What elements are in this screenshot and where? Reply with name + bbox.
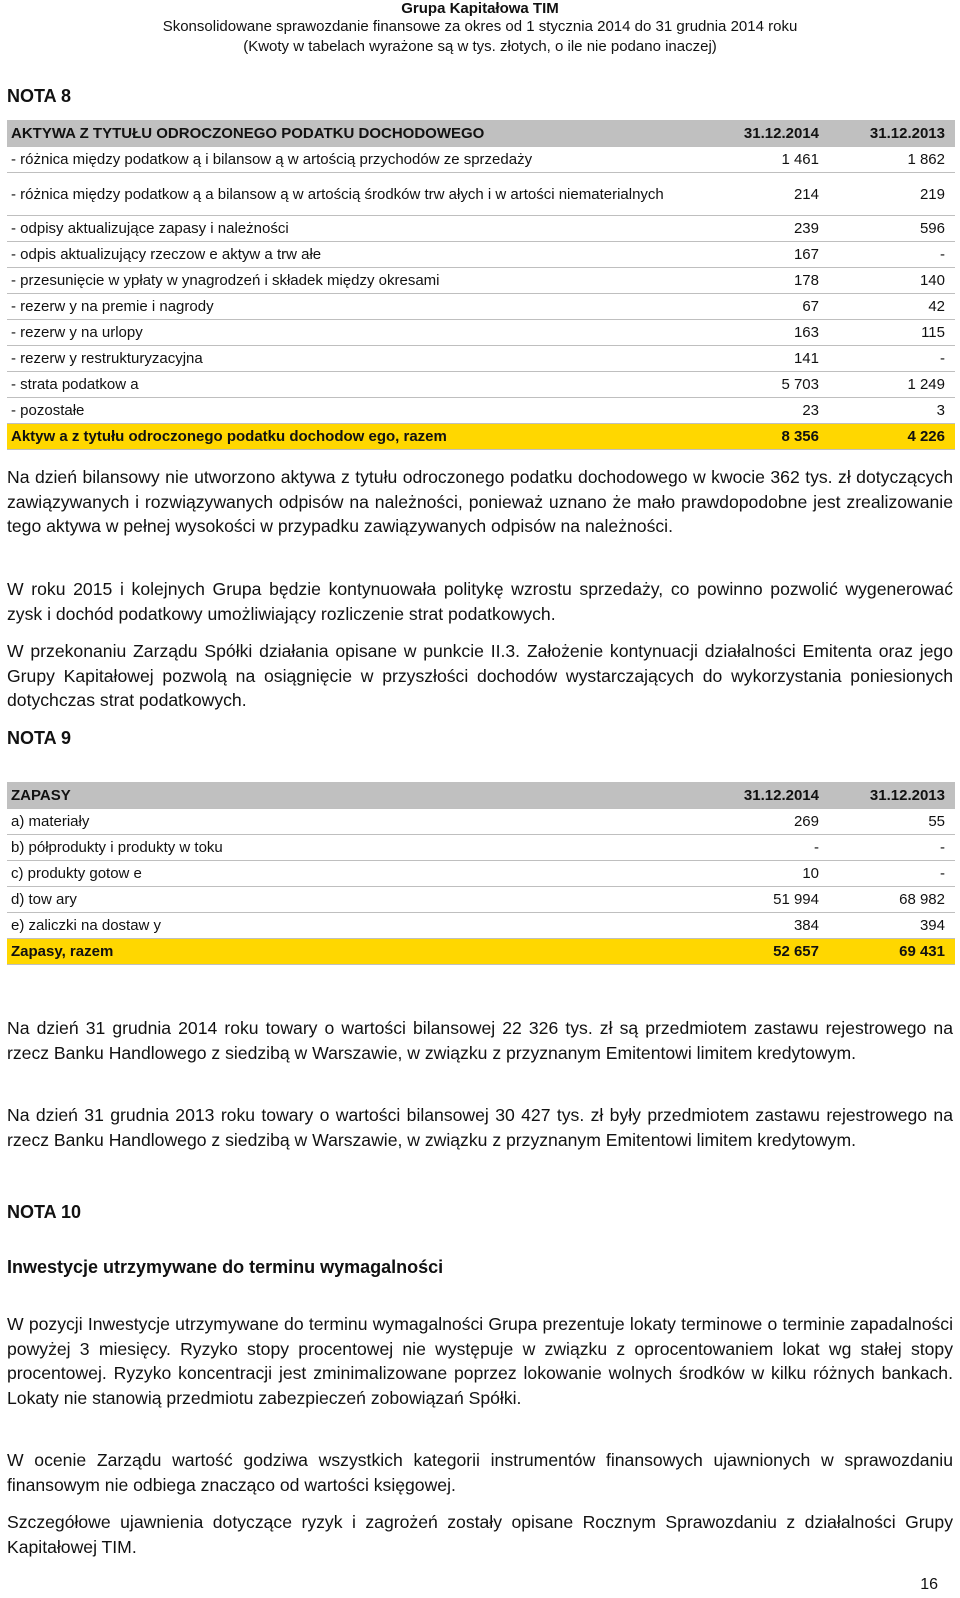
row-value: 140 <box>829 268 955 294</box>
row-value: 214 <box>703 173 829 216</box>
nota10-paragraph: Szczegółowe ujawnienia dotyczące ryzyk i zagrożeń zostały opisane Rocznym Sprawozdaniu z działalności Grupy Kapitałowej TIM. <box>7 1512 953 1557</box>
table-row <box>7 861 955 887</box>
row-value: 115 <box>829 320 955 346</box>
report-title: Skonsolidowane sprawozdanie finansowe za okres od 1 stycznia 2014 do 31 grudnia 2014 roku <box>162 18 798 35</box>
row-value: 141 <box>703 346 829 372</box>
row-value: 269 <box>703 809 829 835</box>
table-row <box>7 913 955 939</box>
table-row <box>7 372 955 398</box>
row-value: 1 249 <box>829 372 955 398</box>
row-label: e) zaliczki na dostaw y <box>7 913 703 939</box>
nota10-title: NOTA 10 <box>7 1202 82 1222</box>
table-total-row <box>7 939 955 965</box>
row-value: - <box>829 346 955 372</box>
row-label: - rezerw y restrukturyzacyjna <box>7 346 703 372</box>
total-value: 69 431 <box>829 939 955 965</box>
total-value: 52 657 <box>703 939 829 965</box>
total-value: 8 356 <box>703 424 829 450</box>
table-row <box>7 809 955 835</box>
row-value: 51 994 <box>703 887 829 913</box>
row-label: - przesunięcie w ypłaty w ynagrodzeń i składek między okresami <box>7 268 703 294</box>
row-label: - pozostałe <box>7 398 703 424</box>
header-cell: 31.12.2013 <box>829 782 955 809</box>
row-label: - różnica między podatkow ą i bilansow ą w artością przychodów ze sprzedaży <box>7 147 703 173</box>
row-value: 596 <box>829 216 955 242</box>
row-value: - <box>829 835 955 861</box>
header-cell: 31.12.2013 <box>829 120 955 147</box>
total-label: Aktyw a z tytułu odroczonego podatku dochodow ego, razem <box>7 424 703 450</box>
row-value: 178 <box>703 268 829 294</box>
row-value: 219 <box>829 173 955 216</box>
row-value: 239 <box>703 216 829 242</box>
row-label: - rezerw y na urlopy <box>7 320 703 346</box>
nota9-table <box>7 782 955 965</box>
table-header-row <box>7 782 955 809</box>
header-cell: AKTYWA Z TYTUŁU ODROCZONEGO PODATKU DOCHODOWEGO <box>7 120 703 147</box>
nota8-table <box>7 120 955 450</box>
amounts-note: (Kwoty w tabelach wyrażone są w tys. złotych, o ile nie podano inaczej) <box>243 38 717 55</box>
row-label: - strata podatkow a <box>7 372 703 398</box>
nota9-title: NOTA 9 <box>7 728 72 748</box>
total-label: Zapasy, razem <box>7 939 703 965</box>
header-cell: 31.12.2014 <box>703 120 829 147</box>
row-value: 384 <box>703 913 829 939</box>
company-name: Grupa Kapitałowa TIM <box>401 0 559 17</box>
row-value: 67 <box>703 294 829 320</box>
row-label: b) półprodukty i produkty w toku <box>7 835 703 861</box>
row-value: 1 862 <box>829 147 955 173</box>
row-value: 55 <box>829 809 955 835</box>
row-label: d) tow ary <box>7 887 703 913</box>
table-row <box>7 398 955 424</box>
table-row <box>7 320 955 346</box>
table-row <box>7 835 955 861</box>
page-number: 16 <box>920 1576 938 1593</box>
row-value: 167 <box>703 242 829 268</box>
row-value: 3 <box>829 398 955 424</box>
row-value: 394 <box>829 913 955 939</box>
nota10-paragraph: W pozycji Inwestycje utrzymywane do terminu wymagalności Grupa prezentuje lokaty terminowe o terminie zapadalności powyżej 3 miesięcy. Ryzyko stopy procentowej nie występuje w związku z oprocentowaniem lokat wg stałej stopy procentowej. Ryzyko koncentracji jest zminimalizowane poprzez lokowanie wolnych środków w kilku różnych bankach. Lokaty nie stanowią przedmiotu zabezpieczeń zobowiązań Spółki. <box>7 1314 953 1408</box>
row-value: 5 703 <box>703 372 829 398</box>
row-value: - <box>829 861 955 887</box>
row-value: - <box>703 835 829 861</box>
row-value: 1 461 <box>703 147 829 173</box>
nota8-paragraph: W przekonaniu Zarządu Spółki działania opisane w punkcie II.3. Założenie kontynuacji działalności Emitenta oraz jego Grupy Kapitałowej pozwolą na osiągnięcie w przyszłości dochodów wystarczających do wykorzystania poniesionych dotychczas strat podatkowych. <box>7 641 953 710</box>
header-cell: ZAPASY <box>7 782 703 809</box>
nota9-paragraph: Na dzień 31 grudnia 2013 roku towary o wartości bilansowej 30 427 tys. zł były przedmiotem zastawu rejestrowego na rzecz Banku Handlowego z siedzibą w Warszawie, w związku z przyznanym Emitentowi limitem kredytowym. <box>7 1105 953 1150</box>
nota10-subtitle: Inwestycje utrzymywane do terminu wymagalności <box>7 1257 444 1277</box>
total-value: 4 226 <box>829 424 955 450</box>
nota9-paragraph: Na dzień 31 grudnia 2014 roku towary o wartości bilansowej 22 326 tys. zł są przedmiotem zastawu rejestrowego na rzecz Banku Handlowego z siedzibą w Warszawie, w związku z przyznanym Emitentowi limitem kredytowym. <box>7 1018 953 1063</box>
nota8-title: NOTA 8 <box>7 86 72 106</box>
row-label: - różnica między podatkow ą a bilansow ą w artością środków trw ałych i w artości niematerialnych <box>7 173 703 216</box>
row-label: - odpis aktualizujący rzeczow e aktyw a trw ałe <box>7 242 703 268</box>
row-value: - <box>829 242 955 268</box>
row-value: 42 <box>829 294 955 320</box>
row-label: - odpisy aktualizujące zapasy i należności <box>7 216 703 242</box>
page-header <box>0 0 960 57</box>
table-row <box>7 294 955 320</box>
nota8-paragraph: Na dzień bilansowy nie utworzono aktywa z tytułu odroczonego podatku dochodowego w kwocie 362 tys. zł dotyczących zawiązywanych i rozwiązywanych odpisów na należności, ponieważ uznano że mało prawdopodobne jest zrealizowanie tego aktywa w pełnej wysokości w przypadku zawiązywanych odpisów na należności. <box>7 467 953 536</box>
table-row <box>7 147 955 173</box>
table-row <box>7 173 955 216</box>
row-value: 23 <box>703 398 829 424</box>
nota10-paragraph: W ocenie Zarządu wartość godziwa wszystkich kategorii instrumentów finansowych ujawnionych w sprawozdaniu finansowym nie odbiega znacząco od wartości księgowej. <box>7 1450 953 1495</box>
table-row <box>7 216 955 242</box>
row-value: 68 982 <box>829 887 955 913</box>
row-label: c) produkty gotow e <box>7 861 703 887</box>
row-value: 163 <box>703 320 829 346</box>
nota8-paragraph: W roku 2015 i kolejnych Grupa będzie kontynuowała politykę wzrostu sprzedaży, co powinno pozwolić wygenerować zysk i dochód podatkowy umożliwiający rozliczenie strat podatkowych. <box>7 579 953 624</box>
row-value: 10 <box>703 861 829 887</box>
table-total-row <box>7 424 955 450</box>
row-label: - rezerw y na premie i nagrody <box>7 294 703 320</box>
row-label: a) materiały <box>7 809 703 835</box>
table-row <box>7 268 955 294</box>
header-cell: 31.12.2014 <box>703 782 829 809</box>
table-row <box>7 346 955 372</box>
table-row <box>7 242 955 268</box>
table-row <box>7 887 955 913</box>
table-header-row <box>7 120 955 147</box>
